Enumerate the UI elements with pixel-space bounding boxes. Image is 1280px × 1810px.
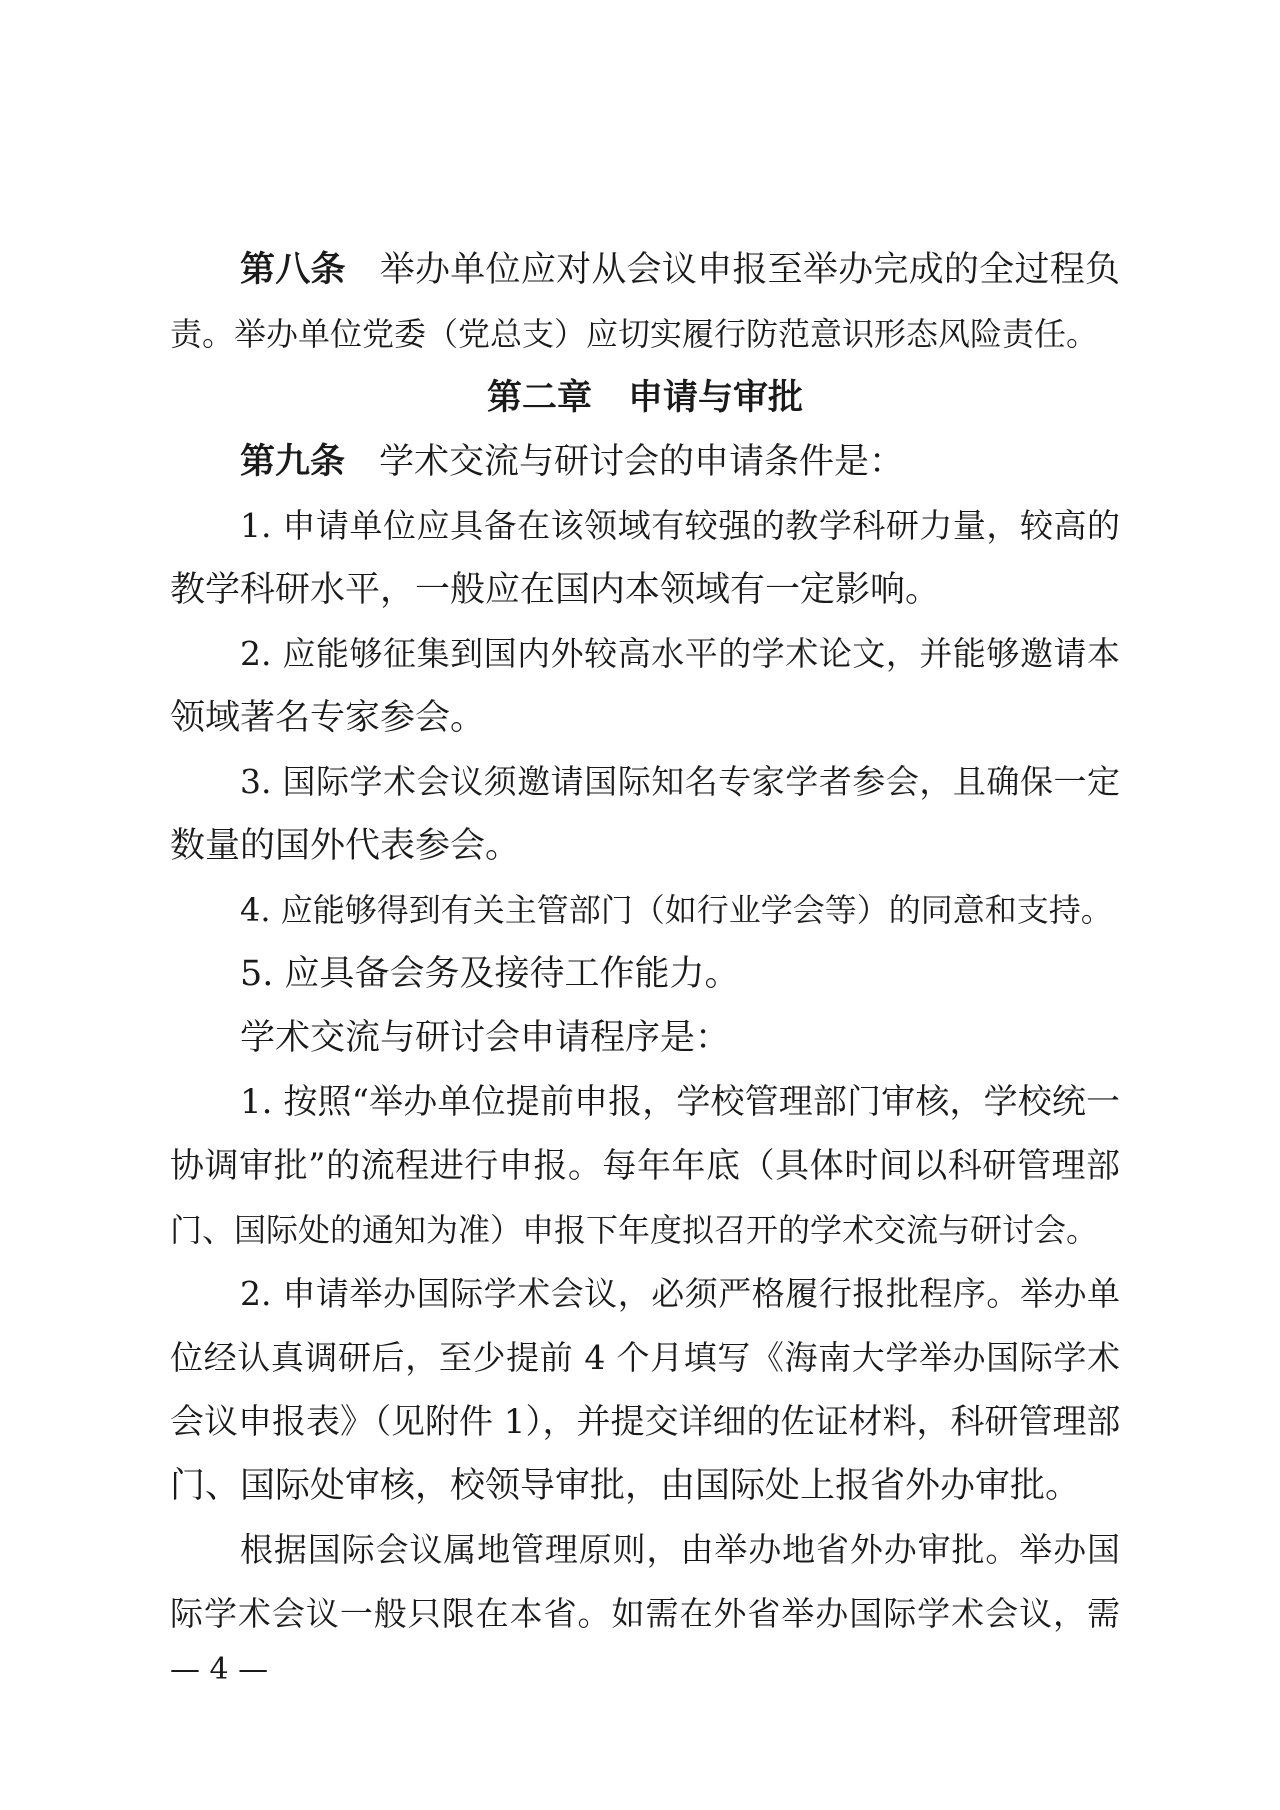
condition-1-line-1: 1. 申请单位应具备在该领域有较强的教学科研力量，较高的 [240, 506, 1120, 545]
condition-4-line-1: 4. 应能够得到有关主管部门（如行业学会等）的同意和支持。 [240, 891, 1113, 929]
procedure-intro: 学术交流与研讨会申请程序是： [240, 1018, 731, 1058]
article-9-label: 第九条 [240, 442, 346, 482]
article-9-line-1 [170, 430, 1120, 494]
condition-1-line-2: 教学科研水平，一般应在国内本领域有一定影响。 [170, 570, 941, 610]
chapter-title: 申请与审批 [628, 378, 804, 418]
article-8-label: 第八条 [240, 250, 346, 290]
procedure-3-line-1: 根据国际会议属地管理原则，由举办地省外办审批。举办国 [240, 1530, 1120, 1569]
article-9-text-1: 学术交流与研讨会的申请条件是： [379, 442, 905, 482]
document-page [170, 0, 1120, 1810]
procedure-1-line-3: 门、国际处的通知为准）申报下年度拟召开的学术交流与研讨会。 [170, 1211, 1099, 1249]
procedure-3-line-2: 际学术会议一般只限在本省。如需在外省举办国际学术会议，需 [170, 1594, 1120, 1633]
condition-2-line-2: 领域著名专家参会。 [170, 698, 486, 738]
condition-5-line-1: 5. 应具备会务及接待工作能力。 [240, 954, 740, 994]
procedure-2-line-1: 2. 申请举办国际学术会议，必须严格履行报批程序。举办单 [240, 1274, 1120, 1313]
article-8-line-2: 责。举办单位党委（党总支）应切实履行防范意识形态风险责任。 [170, 315, 1099, 353]
chapter-number: 第二章 [486, 378, 592, 418]
procedure-2-line-2: 位经认真调研后，至少提前 4 个月填写《海南大学举办国际学术 [170, 1338, 1120, 1377]
procedure-1-line-1: 1. 按照“举办单位提前申报，学校管理部门审核，学校统一 [240, 1082, 1120, 1122]
page-number: — 4 — [170, 1652, 269, 1687]
procedure-1-line-2: 协调审批”的流程进行申报。每年年底（具体时间以科研管理部 [170, 1146, 1120, 1186]
chapter-2-heading [170, 366, 1120, 430]
article-8-line-1 [170, 238, 1120, 302]
procedure-2-line-4: 门、国际处审核，校领导审批，由国际处上报省外办审批。 [170, 1466, 1081, 1506]
condition-2-line-1: 2. 应能够征集到国内外较高水平的学术论文，并能够邀请本 [240, 634, 1120, 673]
procedure-2-line-3: 会议申报表》（见附件 1），并提交详细的佐证材料，科研管理部 [170, 1402, 1120, 1442]
article-8-text-1: 举办单位应对从会议申报至举办完成的全过程负 [379, 250, 1120, 290]
condition-3-line-1: 3. 国际学术会议须邀请国际知名专家学者参会，且确保一定 [240, 762, 1120, 801]
condition-3-line-2: 数量的国外代表参会。 [170, 826, 521, 866]
